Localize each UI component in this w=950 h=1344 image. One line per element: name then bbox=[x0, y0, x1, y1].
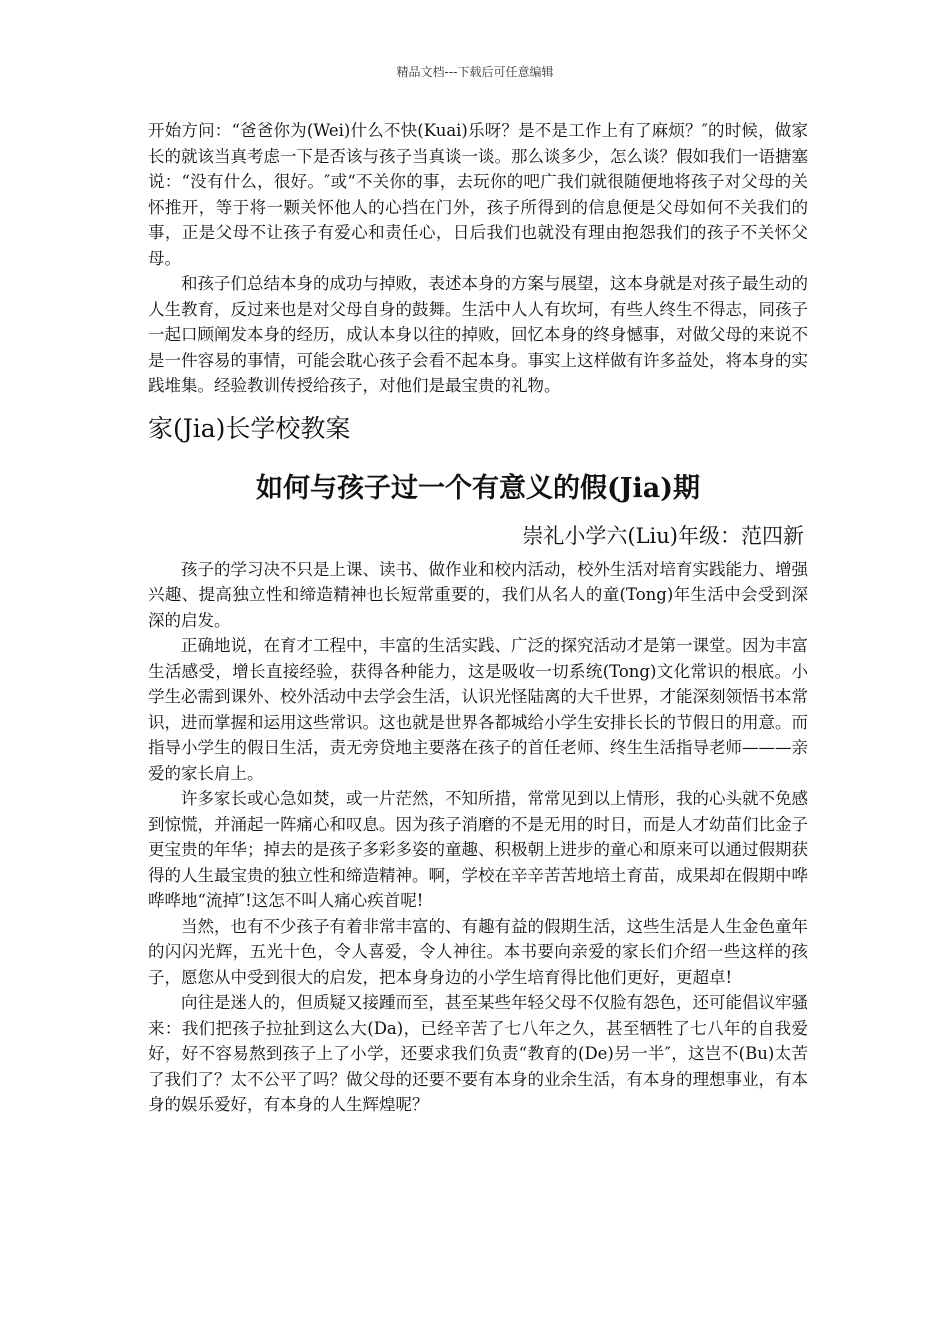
body-paragraph-3: 许多家长或心急如焚，或一片茫然，不知所措，常常见到以上情形，我的心头就不免感到惊慌，并涌起一阵痛心和叹息。因为孩子消磨的不是无用的时日，而是人才幼苗们比金子更宝贵的年华；掉去的是孩子多彩多姿的童趣、积极朝上进步的童心和原来可以通过假期获得的人生最宝贵的独立性和缔造精神。啊，学校在辛辛苦苦地培土育苗，成果却在假期中哗哗哗地“流掉″!这怎不叫人痛心疾首呢! bbox=[148, 789, 808, 910]
document-title: 如何与孩子过一个有意义的假(Jia)期 bbox=[255, 472, 701, 504]
intro-paragraph-2: 和孩子们总结本身的成功与掉败，表述本身的方案与展望，这本身就是对孩子最生动的人生教育，反过来也是对父母自身的鼓舞。生活中人人有坎坷，有些人终生不得志，同孩子一起口顾阐发本身的经历，成认本身以往的掉败，回忆本身的终身憾事，对做父母的来说不是一件容易的事情，可能会耽心孩子会看不起本身。事实上这样做有许多益处，将本身的实践堆集。经验教训传授给孩子，对他们是最宝贵的礼物。 bbox=[148, 274, 808, 395]
body-paragraph-4: 当然，也有不少孩子有着非常丰富的、有趣有益的假期生活，这些生活是人生金色童年的闪闪光辉，五光十色，令人喜爱，令人神往。本书要向亲爱的家长们介绍一些这样的孩子，愿您从中受到很大的启发，把本身身边的小学生培育得比他们更好，更超卓! bbox=[148, 916, 808, 987]
document-body bbox=[148, 118, 808, 1118]
page-header: 精品文档---下载后可任意编辑 bbox=[396, 65, 554, 79]
body-paragraph-1: 孩子的学习决不只是上课、读书、做作业和校内活动，校外生活对培育实践能力、增强兴趣、提高独立性和缔造精神也长短常重要的，我们从名人的童(Tong)年生活中会受到深深的启发。 bbox=[148, 559, 808, 630]
author-line: 崇礼小学六(Liu)年级：范四新 bbox=[522, 523, 804, 548]
body-paragraph-2: 正确地说，在育才工程中，丰富的生活实践、广泛的探究活动才是第一课堂。因为丰富生活感受，增长直接经验，获得各种能力，这是吸收一切系统(Tong)文化常识的根底。小学生必需到课外、校外活动中去学会生活，认识光怪陆离的大千世界，才能深刻领悟书本常识，进而掌握和运用这些常识。这也就是世界各都城给小学生安排长长的节假日的用意。而指导小学生的假日生活，责无旁贷地主要落在孩子的首任老师、终生生活指导老师———亲爱的家长肩上。 bbox=[148, 636, 808, 783]
intro-paragraph-1: 开始方问：“爸爸你为(Wei)什么不快(Kuai)乐呀？是不是工作上有了麻烦？″的时候，做家长的就该当真考虑一下是否该与孩子当真谈一谈。那么谈多少，怎么谈？假如我们一语搪塞说：“没有什么，很好。″或“不关你的事，去玩你的吧广我们就很随便地将孩子对父母的关怀推开，等于将一颗关怀他人的心挡在门外，孩子所得到的信息便是父母如何不关我们的事，正是父母不让孩子有爱心和责任心，日后我们也就没有理由抱怨我们的孩子不关怀父母。 bbox=[148, 121, 808, 268]
section-title: 家(Jia)长学校教案 bbox=[148, 413, 351, 443]
body-paragraph-5: 向往是迷人的，但质疑又接踵而至，甚至某些年轻父母不仅脸有怨色，还可能倡议牢骚来：我们把孩子拉扯到这么大(Da)，已经辛苦了七八年之久，甚至牺牲了七八年的自我爱好，好不容易熬到孩子上了小学，还要求我们负责“教育的(De)另一半″，这岂不(Bu)太苦了我们了？太不公平了吗？做父母的还要不要有本身的业余生活，有本身的理想事业，有本身的娱乐爱好，有本身的人生辉煌呢？ bbox=[148, 993, 808, 1114]
